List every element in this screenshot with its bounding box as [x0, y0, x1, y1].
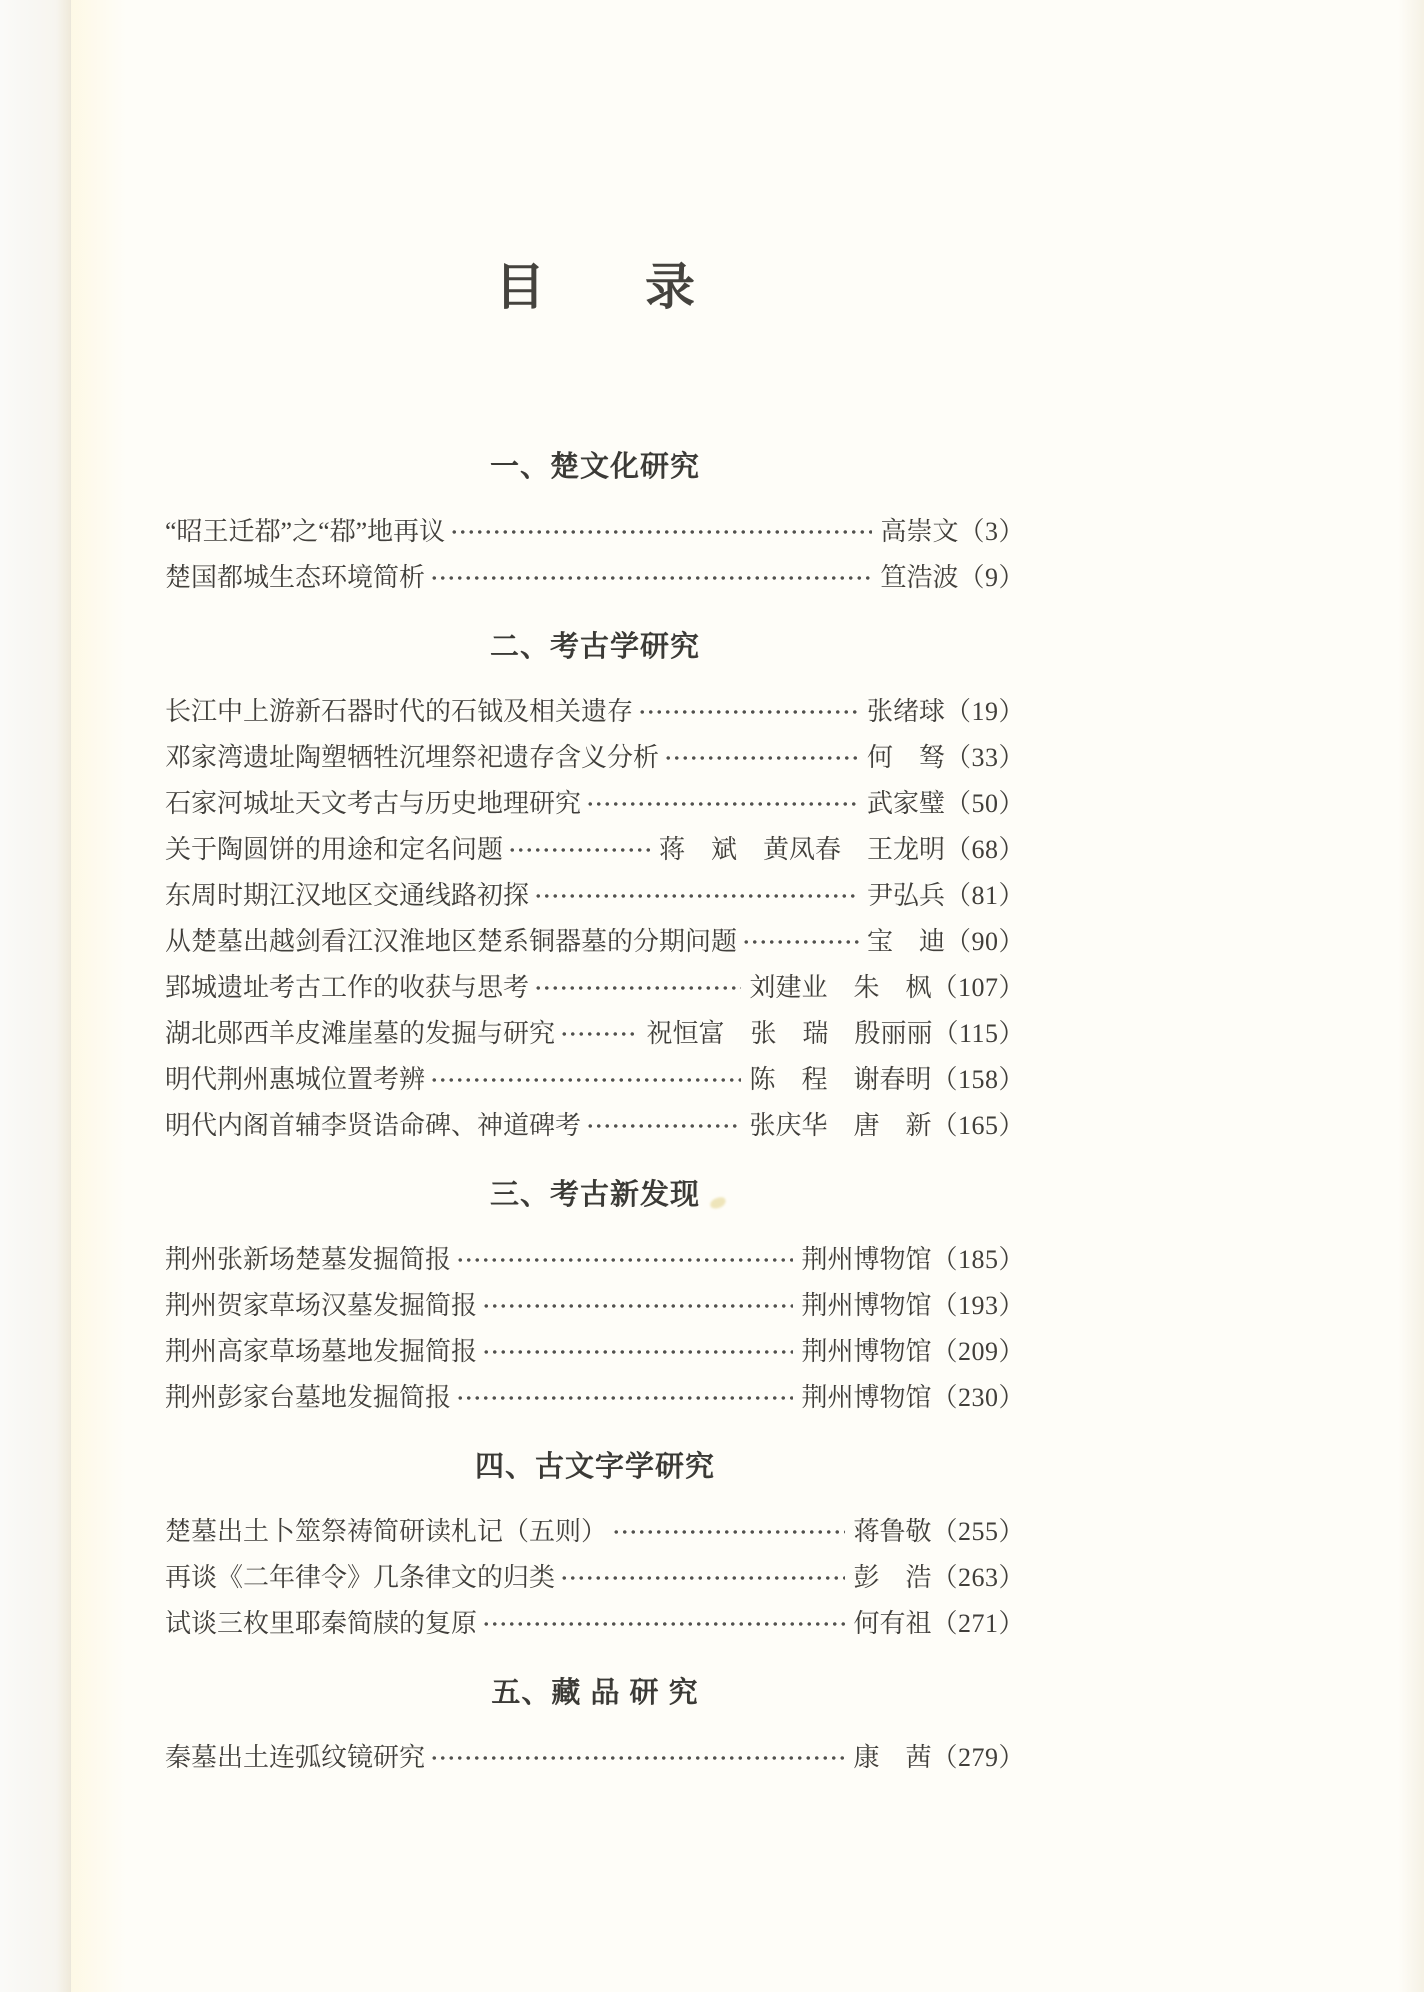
entry-page-number: （279） — [931, 1743, 1025, 1772]
entry-page-number: （90） — [944, 927, 1025, 956]
entry-authors: 何 驽 — [866, 743, 945, 772]
entry-page-number: （115） — [932, 1019, 1025, 1048]
section-heading-1: 一、楚文化研究 — [489, 451, 700, 483]
dot-leader — [664, 752, 859, 764]
dot-leader — [560, 1028, 638, 1040]
entry-authors: 蒋 斌 黄凤春 王龙明 — [658, 835, 945, 864]
entry-authors: 彭 浩 — [853, 1563, 932, 1592]
entry-authors: 荆州博物馆 — [801, 1383, 932, 1412]
entry-title: 楚国都城生态环境简析 — [165, 563, 426, 592]
page-left-edge — [0, 0, 71, 1992]
toc-content — [165, 0, 1025, 1781]
toc-entry — [165, 1375, 1025, 1421]
entry-title: 长江中上游新石器时代的石钺及相关遗存 — [165, 697, 634, 726]
section-heading-2: 二、考古学研究 — [489, 631, 700, 663]
toc-entry — [165, 827, 1025, 873]
page-right-edge — [1398, 0, 1424, 1992]
entry-title: 秦墓出土连弧纹镜研究 — [165, 1743, 426, 1772]
toc-entry — [165, 1555, 1025, 1601]
section-heading-3: 三、考古新发现 — [489, 1179, 700, 1211]
page-left-edge-warm-tint — [71, 0, 126, 1992]
entry-authors: 尹弘兵 — [866, 881, 945, 910]
entry-title: 石家河城址天文考古与历史地理研究 — [165, 789, 582, 818]
dot-leader — [482, 1300, 793, 1312]
entry-authors: 张庆华 唐 新 — [749, 1111, 932, 1140]
dot-leader — [742, 936, 859, 948]
toc-entry — [165, 1057, 1025, 1103]
toc-entry — [165, 781, 1025, 827]
toc-entry — [165, 1601, 1025, 1647]
entry-title: 东周时期江汉地区交通线路初探 — [165, 881, 530, 910]
dot-leader — [456, 1254, 793, 1266]
dot-leader — [586, 1120, 741, 1132]
dot-leader — [534, 890, 859, 902]
dot-leader — [430, 1074, 741, 1086]
entry-authors: 何有祖 — [853, 1609, 932, 1638]
entry-page-number: （185） — [931, 1245, 1025, 1274]
entry-title: 从楚墓出越剑看江汉淮地区楚系铜器墓的分期问题 — [165, 927, 738, 956]
dot-leader — [482, 1346, 793, 1358]
entry-title: 荆州张新场楚墓发掘简报 — [165, 1245, 452, 1274]
toc-entry — [165, 1509, 1025, 1555]
toc-entry — [165, 735, 1025, 781]
entry-title: 邓家湾遗址陶塑牺牲沉埋祭祀遗存含义分析 — [165, 743, 660, 772]
dot-leader — [586, 798, 859, 810]
entry-page-number: （107） — [931, 973, 1025, 1002]
entry-title: 明代荆州惠城位置考辨 — [165, 1065, 426, 1094]
entry-page-number: （33） — [944, 743, 1025, 772]
toc-entry — [165, 1103, 1025, 1149]
entry-authors: 荆州博物馆 — [801, 1291, 932, 1320]
entry-authors: 康 茜 — [853, 1743, 932, 1772]
entry-page-number: （9） — [958, 563, 1025, 592]
toc-entry — [165, 965, 1025, 1011]
entry-authors: 荆州博物馆 — [801, 1337, 932, 1366]
entry-authors: 蒋鲁敬 — [853, 1517, 932, 1546]
entry-page-number: （230） — [931, 1383, 1025, 1412]
section-heading-4: 四、古文字学研究 — [474, 1451, 715, 1483]
toc-entry — [165, 1237, 1025, 1283]
dot-leader — [534, 982, 741, 994]
entry-title: 荆州高家草场墓地发掘简报 — [165, 1337, 478, 1366]
entry-title: 楚墓出土卜筮祭祷简研读札记（五则） — [165, 1517, 608, 1546]
entry-authors: 宝 迪 — [866, 927, 945, 956]
entry-title: 荆州贺家草场汉墓发掘简报 — [165, 1291, 478, 1320]
toc-entry — [165, 1329, 1025, 1375]
dot-leader — [638, 706, 859, 718]
entry-page-number: （68） — [944, 835, 1025, 864]
entry-authors: 荆州博物馆 — [801, 1245, 932, 1274]
entry-title: 湖北郧西羊皮滩崖墓的发掘与研究 — [165, 1019, 556, 1048]
entry-title: 明代内阁首辅李贤诰命碑、神道碑考 — [165, 1111, 582, 1140]
entry-title: 试谈三枚里耶秦简牍的复原 — [165, 1609, 478, 1638]
entry-authors: 刘建业 朱 枫 — [749, 973, 932, 1002]
entry-title: 再谈《二年律令》几条律文的归类 — [165, 1563, 556, 1592]
entry-authors: 笪浩波 — [880, 563, 959, 592]
entry-title: 关于陶圆饼的用途和定名问题 — [165, 835, 504, 864]
entry-page-number: （158） — [931, 1065, 1025, 1094]
dot-leader — [612, 1526, 845, 1538]
toc-entry — [165, 555, 1025, 601]
dot-leader — [482, 1618, 845, 1630]
entry-page-number: （193） — [931, 1291, 1025, 1320]
dot-leader — [430, 1752, 845, 1764]
entry-authors: 祝恒富 张 瑞 殷丽丽 — [646, 1019, 933, 1048]
dot-leader — [430, 572, 872, 584]
entry-page-number: （165） — [931, 1111, 1025, 1140]
dot-leader — [508, 844, 651, 856]
toc-entry — [165, 873, 1025, 919]
dot-leader — [450, 526, 872, 538]
toc-entry — [165, 919, 1025, 965]
entry-page-number: （81） — [944, 881, 1025, 910]
entry-authors: 陈 程 谢春明 — [749, 1065, 932, 1094]
dot-leader — [560, 1572, 845, 1584]
toc-entry — [165, 1735, 1025, 1781]
entry-page-number: （209） — [931, 1337, 1025, 1366]
entry-page-number: （50） — [944, 789, 1025, 818]
toc-entry — [165, 509, 1025, 555]
entry-title: 郢城遗址考古工作的收获与思考 — [165, 973, 530, 1002]
entry-page-number: （255） — [931, 1517, 1025, 1546]
entry-page-number: （271） — [931, 1609, 1025, 1638]
toc-entry — [165, 1011, 1025, 1057]
entry-page-number: （263） — [931, 1563, 1025, 1592]
page-title: 目 录 — [495, 259, 695, 315]
dot-leader — [456, 1392, 793, 1404]
entry-title: 荆州彭家台墓地发掘简报 — [165, 1383, 452, 1412]
toc-entry — [165, 1283, 1025, 1329]
entry-page-number: （19） — [944, 697, 1025, 726]
entry-authors: 张绪球 — [866, 697, 945, 726]
entry-title: “昭王迁鄀”之“鄀”地再议 — [165, 517, 446, 546]
toc-entry — [165, 689, 1025, 735]
entry-authors: 武家璧 — [866, 789, 945, 818]
entry-page-number: （3） — [958, 517, 1025, 546]
entry-authors: 高崇文 — [880, 517, 959, 546]
section-heading-5: 五、藏 品 研 究 — [491, 1677, 699, 1709]
